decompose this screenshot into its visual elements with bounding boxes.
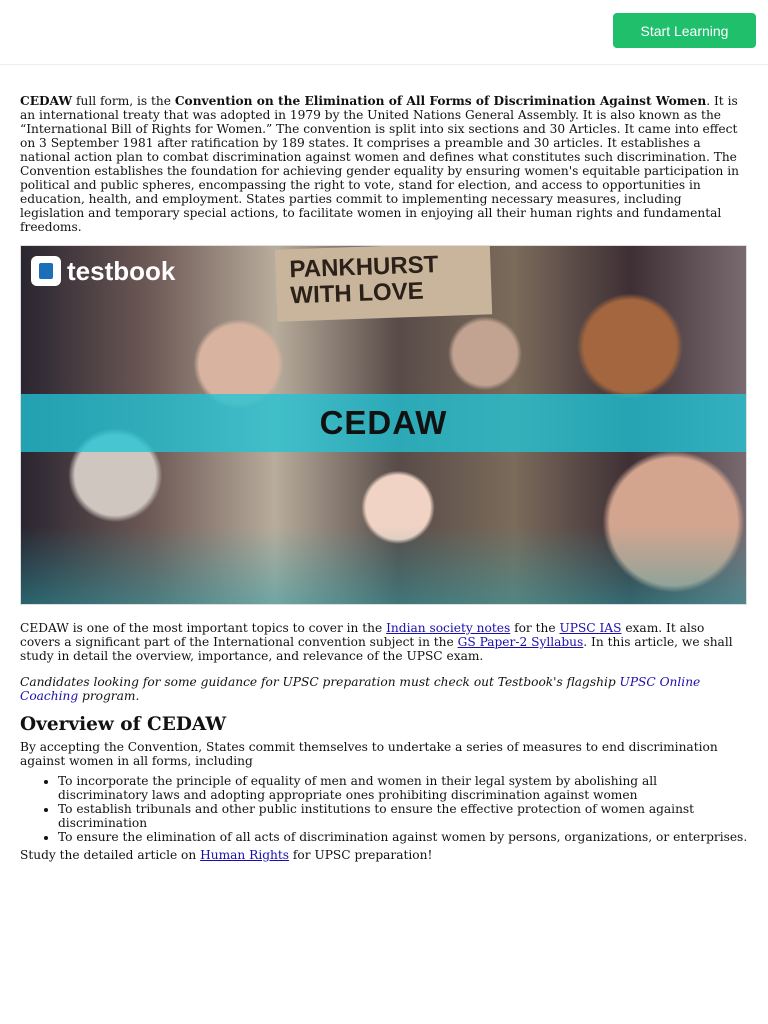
upsc-ias-link[interactable]: UPSC IAS — [559, 621, 622, 635]
intro-paragraph — [20, 94, 748, 234]
importance-paragraph — [20, 621, 748, 663]
hero-banner-text: CEDAW — [319, 404, 448, 441]
hero-image — [20, 245, 747, 605]
hero-banner — [21, 394, 746, 452]
study-line — [20, 848, 748, 862]
importance-text-2: for the — [510, 621, 560, 635]
study-text-1: Study the detailed article on — [20, 848, 201, 862]
hero-overlay — [21, 526, 746, 604]
intro-body: . It is an international treaty that was adopted in 1979 by the United Nations General Assembly. It is also known as the “International Bill of Rights for Women.” The convention is split into six sections and 30 Articles. It came into effect on 3 September 1981 after ratification by 189 states. It comprises a preamble and 30 articles. It establishes a national action plan to combat discrimination against women and defines what constitutes such discrimination. The Convention establishes the foundation for achieving gender equality by ensuring women's equitable participation in political and public spheres, encompassing the right to vote, stand for election, and access to opportunities in education, health, and employment. States parties commit to implementing necessary measures, including legislation and temporary special actions, to facilitate women in enjoying all their human rights and fundamental freedoms. — [20, 94, 739, 234]
study-text-2: for UPSC preparation! — [289, 848, 433, 862]
article-body — [20, 94, 748, 862]
measures-list — [20, 774, 748, 844]
indian-society-notes-link[interactable]: Indian society notes — [386, 621, 511, 635]
gs-paper-2-link[interactable]: GS Paper-2 Syllabus — [457, 635, 584, 649]
human-rights-link[interactable]: Human Rights — [200, 848, 290, 862]
intro-term: CEDAW — [20, 94, 73, 108]
testbook-logo — [31, 256, 175, 286]
overview-lead: By accepting the Convention, States commit themselves to undertake a series of measures to end discrimination against women in all forms, including — [20, 740, 718, 768]
importance-text-1: CEDAW is one of the most important topics to cover in the — [20, 621, 387, 635]
overview-heading: Overview of CEDAW — [20, 714, 227, 735]
callout-tail: program. — [78, 689, 140, 703]
top-bar — [0, 0, 768, 65]
importance-text-3: exam. It also covers a significant part of the International convention subject in the — [20, 621, 705, 649]
list-item: • To ensure the elimination of all acts of discrimination against women by persons, organizations, or enterprises. — [58, 830, 748, 844]
testbook-logo-icon — [31, 256, 61, 286]
callout-text: Candidates looking for some guidance for UPSC preparation must check out Testbook's flagship — [20, 675, 620, 689]
upsc-online-coaching-link[interactable]: UPSC Online Coaching — [20, 675, 701, 703]
list-item: • To establish tribunals and other public institutions to ensure the effective protection of women against discrimination — [58, 802, 748, 830]
protest-sign: PANKHURST WITH LOVE — [275, 245, 492, 322]
importance-text-4: . In this article, we shall study in detail the overview, importance, and relevance of the UPSC exam. — [20, 635, 733, 663]
start-learning-button[interactable]: Start Learning — [613, 13, 756, 48]
testbook-logo-text: testbook — [67, 256, 176, 286]
intro-fullform-bold: Convention on the Elimination of All Forms of Discrimination Against Women — [174, 94, 707, 108]
intro-fullform-text: full form, is the — [72, 94, 175, 108]
coaching-callout — [20, 675, 748, 703]
list-item: • To incorporate the principle of equality of men and women in their legal system by abolishing all discriminatory laws and adopting appropriate ones prohibiting discrimination against women — [58, 774, 748, 802]
